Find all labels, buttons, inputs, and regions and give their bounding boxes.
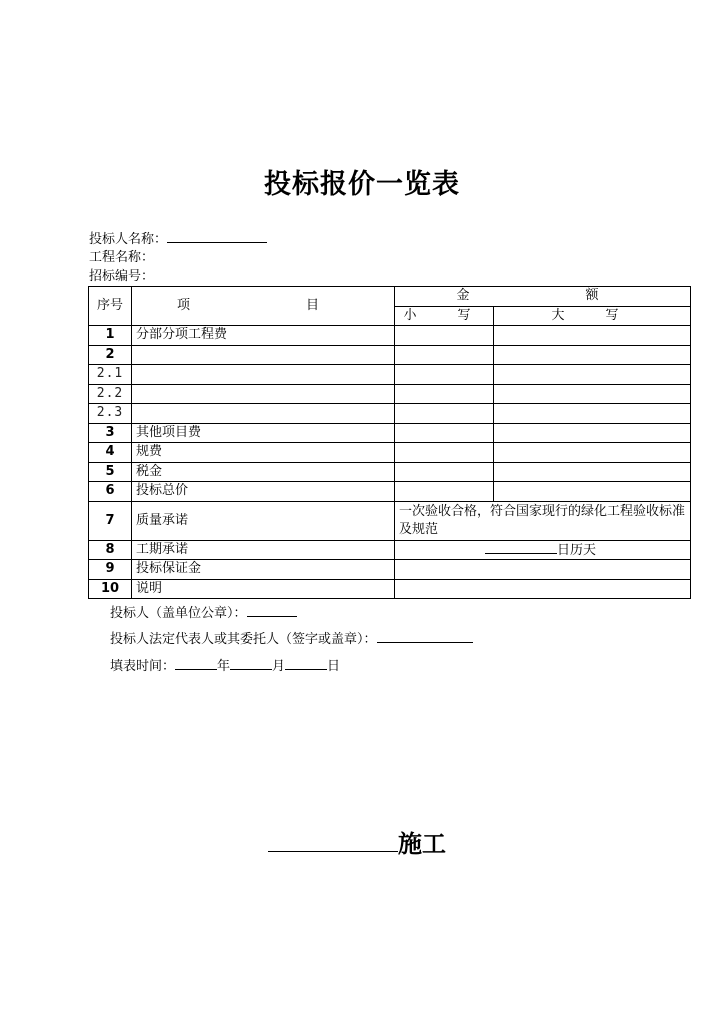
deposit-row: [89, 560, 691, 580]
row-upper-cell[interactable]: [494, 345, 691, 365]
row-no: 1: [89, 326, 132, 346]
quality-commitment-value: 一次验收合格，符合国家现行的绿化工程验收标准及规范: [395, 501, 691, 540]
year-blank[interactable]: [175, 657, 217, 670]
row-lower-cell[interactable]: [395, 423, 494, 443]
row-upper-cell[interactable]: [494, 365, 691, 385]
footer-title: [268, 824, 446, 859]
legal-rep-label: 投标人法定代表人或其委托人（签字或盖章）：: [110, 632, 377, 647]
row-no: 7: [89, 501, 132, 540]
row-no: 2.2: [89, 384, 132, 404]
row-item[interactable]: [132, 345, 395, 365]
row-upper-cell[interactable]: [494, 443, 691, 463]
bidder-name-blank[interactable]: [167, 230, 267, 243]
row-lower-cell[interactable]: [395, 404, 494, 424]
month-label: 月: [272, 659, 286, 674]
row-item: 税金: [132, 462, 395, 482]
month-blank[interactable]: [230, 657, 272, 670]
row-lower-cell[interactable]: [395, 482, 494, 502]
footer-company-blank[interactable]: [268, 827, 398, 852]
row-no: 10: [89, 579, 132, 599]
table-row: [89, 384, 691, 404]
row-upper-cell[interactable]: [494, 423, 691, 443]
row-item: 投标保证金: [132, 560, 395, 580]
row-lower-cell[interactable]: [395, 345, 494, 365]
project-name-line: [89, 249, 154, 266]
schedule-row: [89, 540, 691, 560]
table-row: [89, 462, 691, 482]
header-no: 序号: [89, 287, 132, 326]
bidder-seal-line: [110, 602, 297, 621]
header-amount: [395, 287, 691, 307]
row-item: 规费: [132, 443, 395, 463]
fill-date-label: 填表时间：: [110, 659, 176, 674]
header-lower-label: 小 写: [403, 307, 485, 323]
table-row: [89, 482, 691, 502]
bid-number-line: [89, 268, 154, 285]
row-item: 质量承诺: [132, 501, 395, 540]
legal-rep-blank[interactable]: [377, 630, 473, 643]
row-no: 8: [89, 540, 132, 560]
table-row: [89, 326, 691, 346]
table-header-row: [89, 287, 691, 307]
row-upper-cell[interactable]: [494, 482, 691, 502]
row-item[interactable]: [132, 384, 395, 404]
row-upper-cell[interactable]: [494, 384, 691, 404]
footer-text: 施工: [398, 830, 446, 858]
bidder-name-line: [89, 230, 267, 248]
row-no: 2.3: [89, 404, 132, 424]
row-lower-cell[interactable]: [395, 326, 494, 346]
schedule-suffix: 日历天: [557, 542, 597, 558]
row-item: 工期承诺: [132, 540, 395, 560]
bid-number-label: 招标编号：: [89, 269, 155, 284]
table-row: [89, 423, 691, 443]
schedule-days-blank[interactable]: [485, 541, 557, 554]
bidder-seal-blank[interactable]: [247, 604, 297, 617]
quote-table: [88, 286, 691, 599]
project-name-label: 工程名称：: [89, 250, 155, 265]
row-upper-cell[interactable]: [494, 326, 691, 346]
table-row: [89, 345, 691, 365]
day-label: 日: [327, 659, 341, 674]
header-amount-label: 金 额: [456, 288, 629, 304]
row-no: 9: [89, 560, 132, 580]
deposit-value-cell[interactable]: [395, 560, 691, 580]
row-lower-cell[interactable]: [395, 365, 494, 385]
fill-date-line: [110, 655, 340, 674]
day-blank[interactable]: [285, 657, 327, 670]
row-upper-cell[interactable]: [494, 404, 691, 424]
row-no: 2: [89, 345, 132, 365]
row-item: 分部分项工程费: [132, 326, 395, 346]
row-no: 2.1: [89, 365, 132, 385]
row-lower-cell[interactable]: [395, 384, 494, 404]
row-no: 4: [89, 443, 132, 463]
bidder-name-label: 投标人名称：: [89, 232, 168, 247]
header-item: [132, 287, 395, 326]
page-title: 投标报价一览表: [264, 169, 460, 200]
row-no: 6: [89, 482, 132, 502]
row-upper-cell[interactable]: [494, 462, 691, 482]
row-item: 说明: [132, 579, 395, 599]
schedule-value: [395, 540, 691, 560]
row-no: 5: [89, 462, 132, 482]
row-item: 投标总价: [132, 482, 395, 502]
legal-rep-line: [110, 628, 473, 647]
header-upper-label: 大 写: [551, 307, 633, 323]
row-item: 其他项目费: [132, 423, 395, 443]
notes-value-cell[interactable]: [395, 579, 691, 599]
row-lower-cell[interactable]: [395, 443, 494, 463]
notes-row: [89, 579, 691, 599]
bidder-seal-label: 投标人（盖单位公章）：: [110, 606, 247, 621]
row-lower-cell[interactable]: [395, 462, 494, 482]
row-no: 3: [89, 423, 132, 443]
row-item[interactable]: [132, 365, 395, 385]
year-label: 年: [217, 659, 231, 674]
table-row: [89, 443, 691, 463]
header-upper: [494, 306, 691, 326]
header-lower: [395, 306, 494, 326]
table-row: [89, 365, 691, 385]
quality-row: [89, 501, 691, 540]
table-row: [89, 404, 691, 424]
header-item-label: 项 目: [176, 298, 349, 313]
row-item[interactable]: [132, 404, 395, 424]
